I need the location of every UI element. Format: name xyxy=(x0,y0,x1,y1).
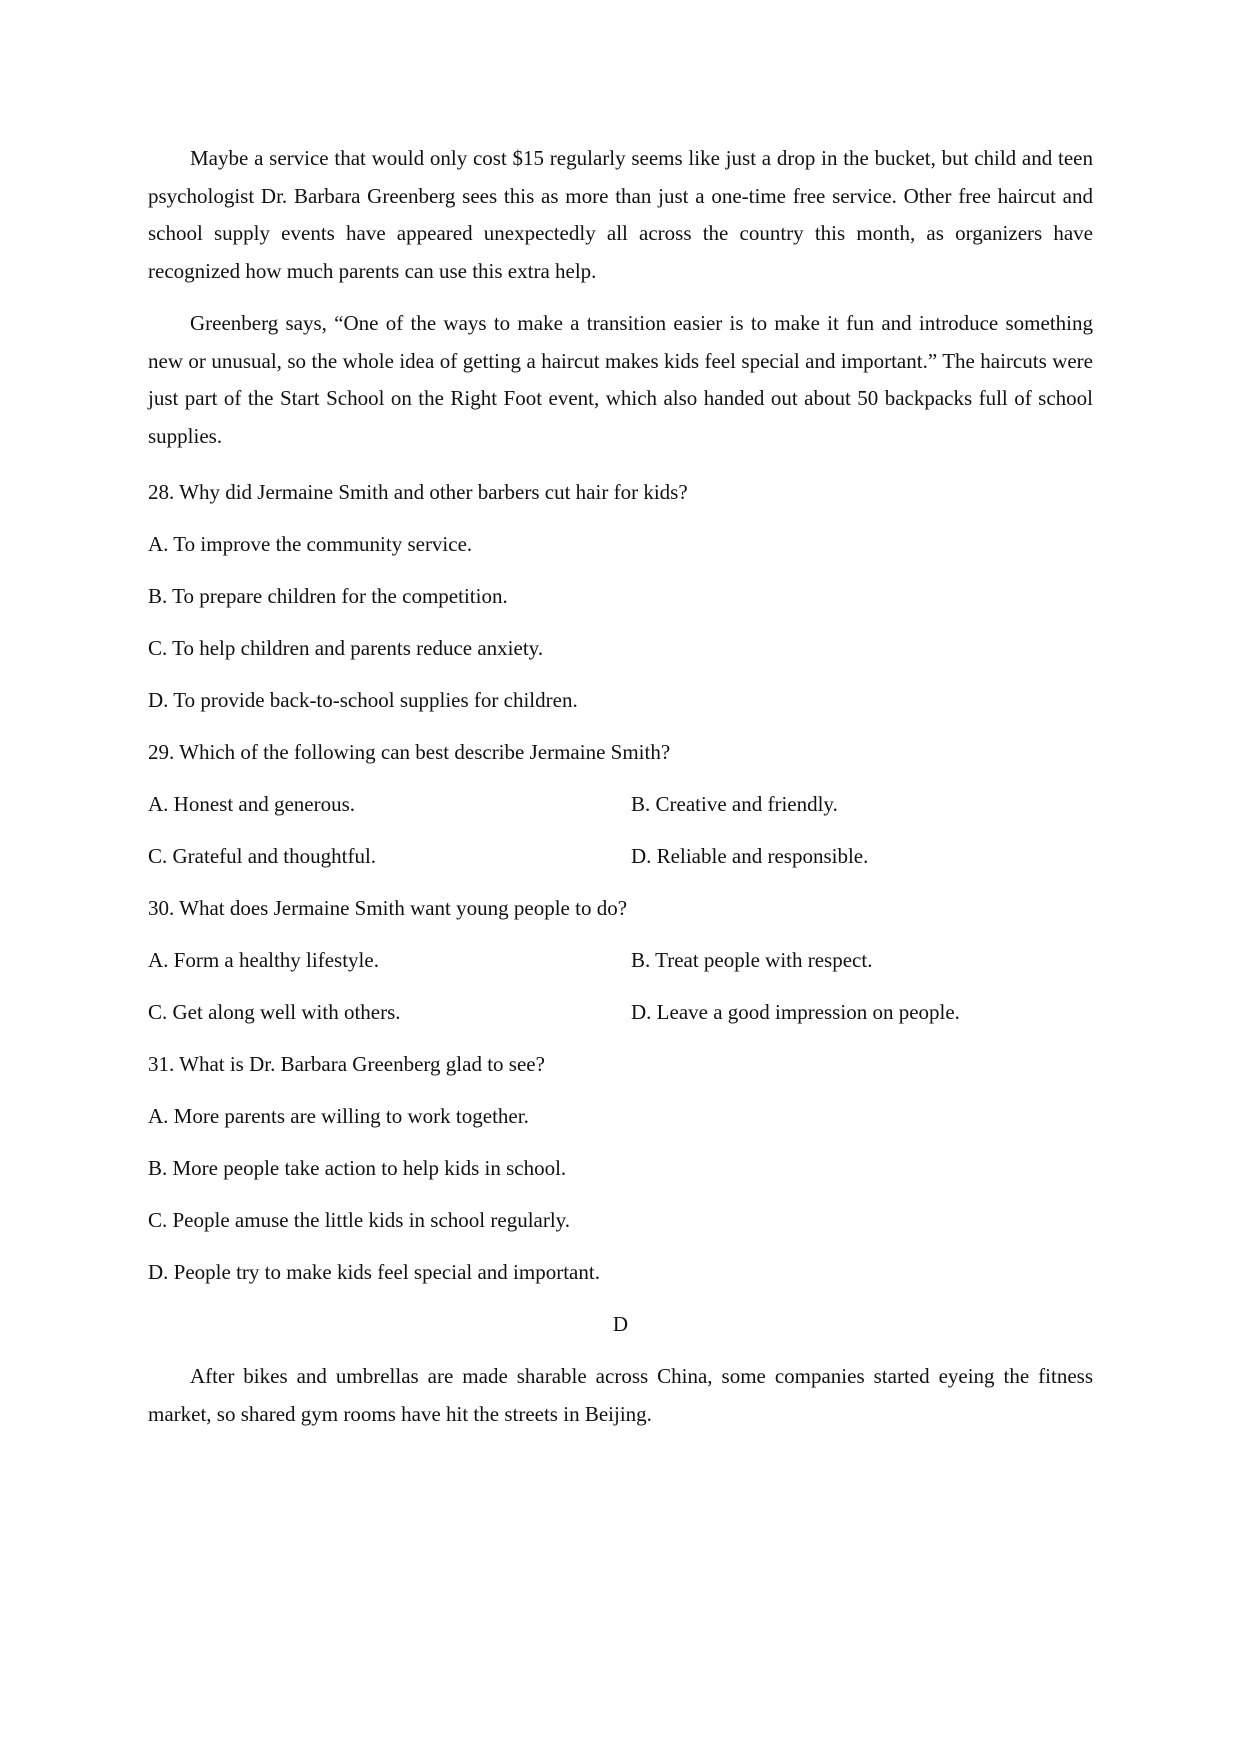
question-31-option-c: C. People amuse the little kids in school regularly. xyxy=(148,1208,571,1232)
question-29-option-c: C. Grateful and thoughtful. xyxy=(148,844,377,868)
question-29-options-row-2 xyxy=(148,842,1093,870)
question-28 xyxy=(148,478,1093,714)
passage-paragraph-1: Maybe a service that would only cost $15 regularly seems like just a drop in the bucket, but child and teen psychologist Dr. Barbara Greenberg sees this as more than just a one-time free service. Other free haircut and school supply events have appeared unexpectedly all across the country this month, as organizers have recognized how much parents can use this extra help. xyxy=(148,146,1093,283)
question-30-text: 30. What does Jermaine Smith want young people to do? xyxy=(148,896,628,920)
question-31 xyxy=(148,1050,1093,1286)
question-28-option-b: B. To prepare children for the competition. xyxy=(148,584,508,608)
question-31-option-a: A. More parents are willing to work together. xyxy=(148,1104,529,1128)
passage-d-paragraph-1: After bikes and umbrellas are made sharable across China, some companies started eyeing the fitness market, so shared gym rooms have hit the streets in Beijing. xyxy=(148,1364,1093,1426)
passage-paragraph-2: Greenberg says, “One of the ways to make a transition easier is to make it fun and introduce something new or unusual, so the whole idea of getting a haircut makes kids feel special and important.” The haircuts were just part of the Start School on the Right Foot event, which also handed out about 50 backpacks full of school supplies. xyxy=(148,311,1093,448)
question-30-options-row-2 xyxy=(148,998,1093,1026)
question-29-option-a: A. Honest and generous. xyxy=(148,792,356,816)
question-30 xyxy=(148,894,1093,1026)
question-29 xyxy=(148,738,1093,870)
question-31-option-d: D. People try to make kids feel special and important. xyxy=(148,1260,600,1284)
document-page xyxy=(148,140,1093,1433)
question-29-option-d: D. Reliable and responsible. xyxy=(631,844,869,868)
question-30-options-row-1 xyxy=(148,946,1093,974)
question-31-option-b: B. More people take action to help kids in school. xyxy=(148,1156,567,1180)
question-28-text: 28. Why did Jermaine Smith and other barbers cut hair for kids? xyxy=(148,480,688,504)
section-heading: D xyxy=(612,1312,629,1336)
question-29-option-b: B. Creative and friendly. xyxy=(631,792,838,816)
question-29-text: 29. Which of the following can best describe Jermaine Smith? xyxy=(148,740,671,764)
question-30-option-c: C. Get along well with others. xyxy=(148,1000,401,1024)
question-29-options-row-1 xyxy=(148,790,1093,818)
question-30-option-d: D. Leave a good impression on people. xyxy=(631,1000,960,1024)
question-28-option-a: A. To improve the community service. xyxy=(148,532,473,556)
question-30-option-b: B. Treat people with respect. xyxy=(631,948,873,972)
question-28-option-c: C. To help children and parents reduce anxiety. xyxy=(148,636,544,660)
question-28-option-d: D. To provide back-to-school supplies for children. xyxy=(148,688,578,712)
question-31-text: 31. What is Dr. Barbara Greenberg glad to see? xyxy=(148,1052,545,1076)
question-30-option-a: A. Form a healthy lifestyle. xyxy=(148,948,379,972)
